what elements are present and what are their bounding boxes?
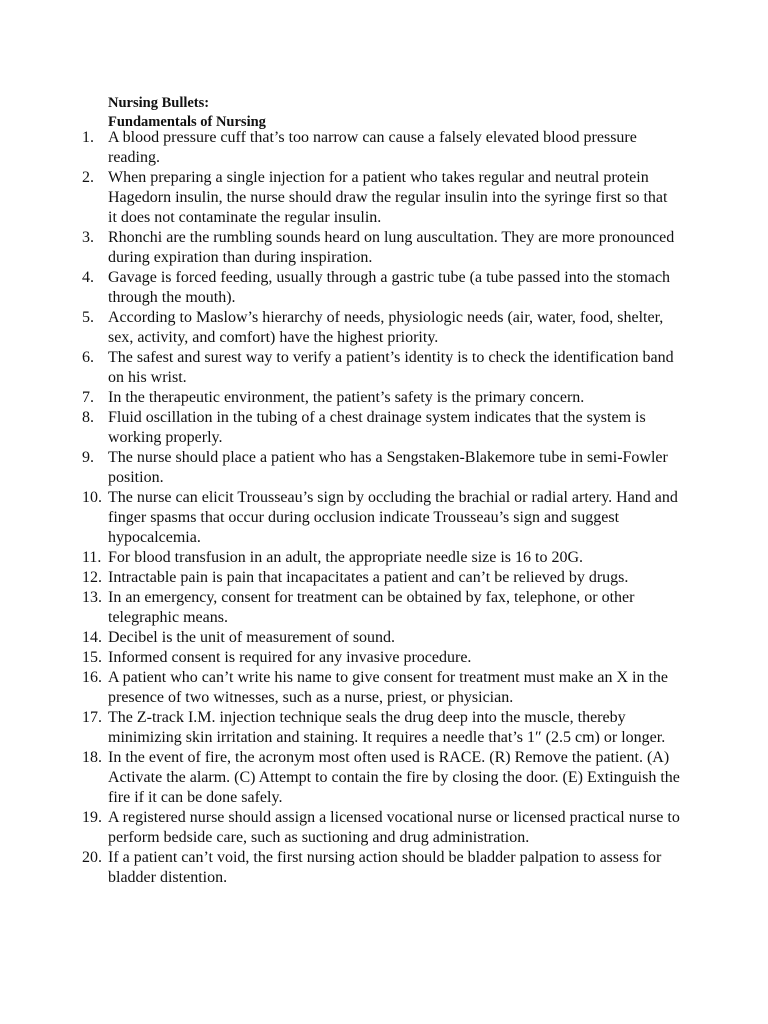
item-text: The safest and surest way to verify a patient’s identity is to check the identification band on his wrist. (108, 349, 674, 386)
item-text: Rhonchi are the rumbling sounds heard on lung auscultation. They are more pronounced during expiration than during inspiration. (108, 229, 675, 266)
list-item (0, 548, 680, 568)
list-item (0, 128, 680, 168)
item-number: 2. (82, 169, 94, 186)
list-item (0, 228, 680, 268)
item-text: A blood pressure cuff that’s too narrow can cause a falsely elevated blood pressure reading. (108, 129, 637, 166)
item-number: 7. (82, 389, 94, 406)
item-text: Gavage is forced feeding, usually through a gastric tube (a tube passed into the stomach through the mouth). (108, 269, 671, 306)
item-number: 12. (82, 569, 102, 586)
list-item (0, 388, 680, 408)
item-text: Decibel is the unit of measurement of sound. (108, 629, 396, 646)
item-number: 14. (82, 629, 102, 646)
document-heading (108, 94, 266, 132)
item-number: 19. (82, 809, 102, 826)
item-number: 18. (82, 749, 102, 766)
item-number: 20. (82, 849, 102, 866)
heading-subtitle: Fundamentals of Nursing (108, 114, 266, 130)
nursing-bullets-list (0, 128, 768, 888)
list-item (0, 568, 680, 588)
item-number: 15. (82, 649, 102, 666)
item-text: The nurse should place a patient who has a Sengstaken-Blakemore tube in semi-Fowler position. (108, 449, 668, 486)
item-text: The nurse can elicit Trousseau’s sign by occluding the brachial or radial artery. Hand and finger spasms that occur during occlusion indicate Trousseau’s sign and suggest hypocalcemia. (108, 489, 678, 546)
item-number: 1. (82, 129, 94, 146)
list-item (0, 748, 680, 808)
list-item (0, 628, 680, 648)
item-text: For blood transfusion in an adult, the appropriate needle size is 16 to 20G. (108, 549, 584, 566)
item-number: 17. (82, 709, 102, 726)
list-item (0, 448, 680, 488)
item-number: 8. (82, 409, 94, 426)
item-number: 3. (82, 229, 94, 246)
list-item (0, 268, 680, 308)
item-number: 11. (82, 549, 102, 566)
list-item (0, 848, 680, 888)
item-number: 13. (82, 589, 102, 606)
item-text: When preparing a single injection for a patient who takes regular and neutral protein Hagedorn insulin, the nurse should draw the regular insulin into the syringe first so that it does not contaminate the regular insulin. (108, 169, 668, 226)
list-item (0, 348, 680, 388)
item-text: In the therapeutic environment, the patient’s safety is the primary concern. (108, 389, 585, 406)
item-number: 9. (82, 449, 94, 466)
item-number: 10. (82, 489, 102, 506)
item-number: 6. (82, 349, 94, 366)
item-text: Informed consent is required for any invasive procedure. (108, 649, 472, 666)
item-number: 4. (82, 269, 94, 286)
item-text: A registered nurse should assign a licensed vocational nurse or licensed practical nurse to perform bedside care, such as suctioning and drug administration. (108, 809, 680, 846)
item-number: 5. (82, 309, 94, 326)
list-item (0, 648, 680, 668)
item-text: In an emergency, consent for treatment can be obtained by fax, telephone, or other telegraphic means. (108, 589, 635, 626)
item-text: The Z-track I.M. injection technique seals the drug deep into the muscle, thereby minimizing skin irritation and staining. It requires a needle that’s 1″ (2.5 cm) or longer. (108, 709, 666, 746)
list-item (0, 308, 680, 348)
item-text: In the event of fire, the acronym most often used is RACE. (R) Remove the patient. (A) Activate the alarm. (C) Attempt to contain the fire by closing the door. (E) Extinguish the fire if it can be done safely. (108, 749, 680, 806)
item-text: If a patient can’t void, the first nursing action should be bladder palpation to assess for bladder distention. (108, 849, 662, 886)
list-item (0, 708, 680, 748)
item-text: A patient who can’t write his name to give consent for treatment must make an X in the presence of two witnesses, such as a nurse, priest, or physician. (108, 669, 668, 706)
item-text: Fluid oscillation in the tubing of a chest drainage system indicates that the system is working properly. (108, 409, 646, 446)
heading-title: Nursing Bullets: (108, 95, 210, 111)
list-item (0, 588, 680, 628)
list-item (0, 668, 680, 708)
item-text: According to Maslow’s hierarchy of needs, physiologic needs (air, water, food, shelter, sex, activity, and comfort) have the highest priority. (108, 309, 664, 346)
list-item (0, 168, 680, 228)
list-item (0, 488, 680, 548)
list-item (0, 408, 680, 448)
item-number: 16. (82, 669, 102, 686)
list-item (0, 808, 680, 848)
item-text: Intractable pain is pain that incapacitates a patient and can’t be relieved by drugs. (108, 569, 629, 586)
